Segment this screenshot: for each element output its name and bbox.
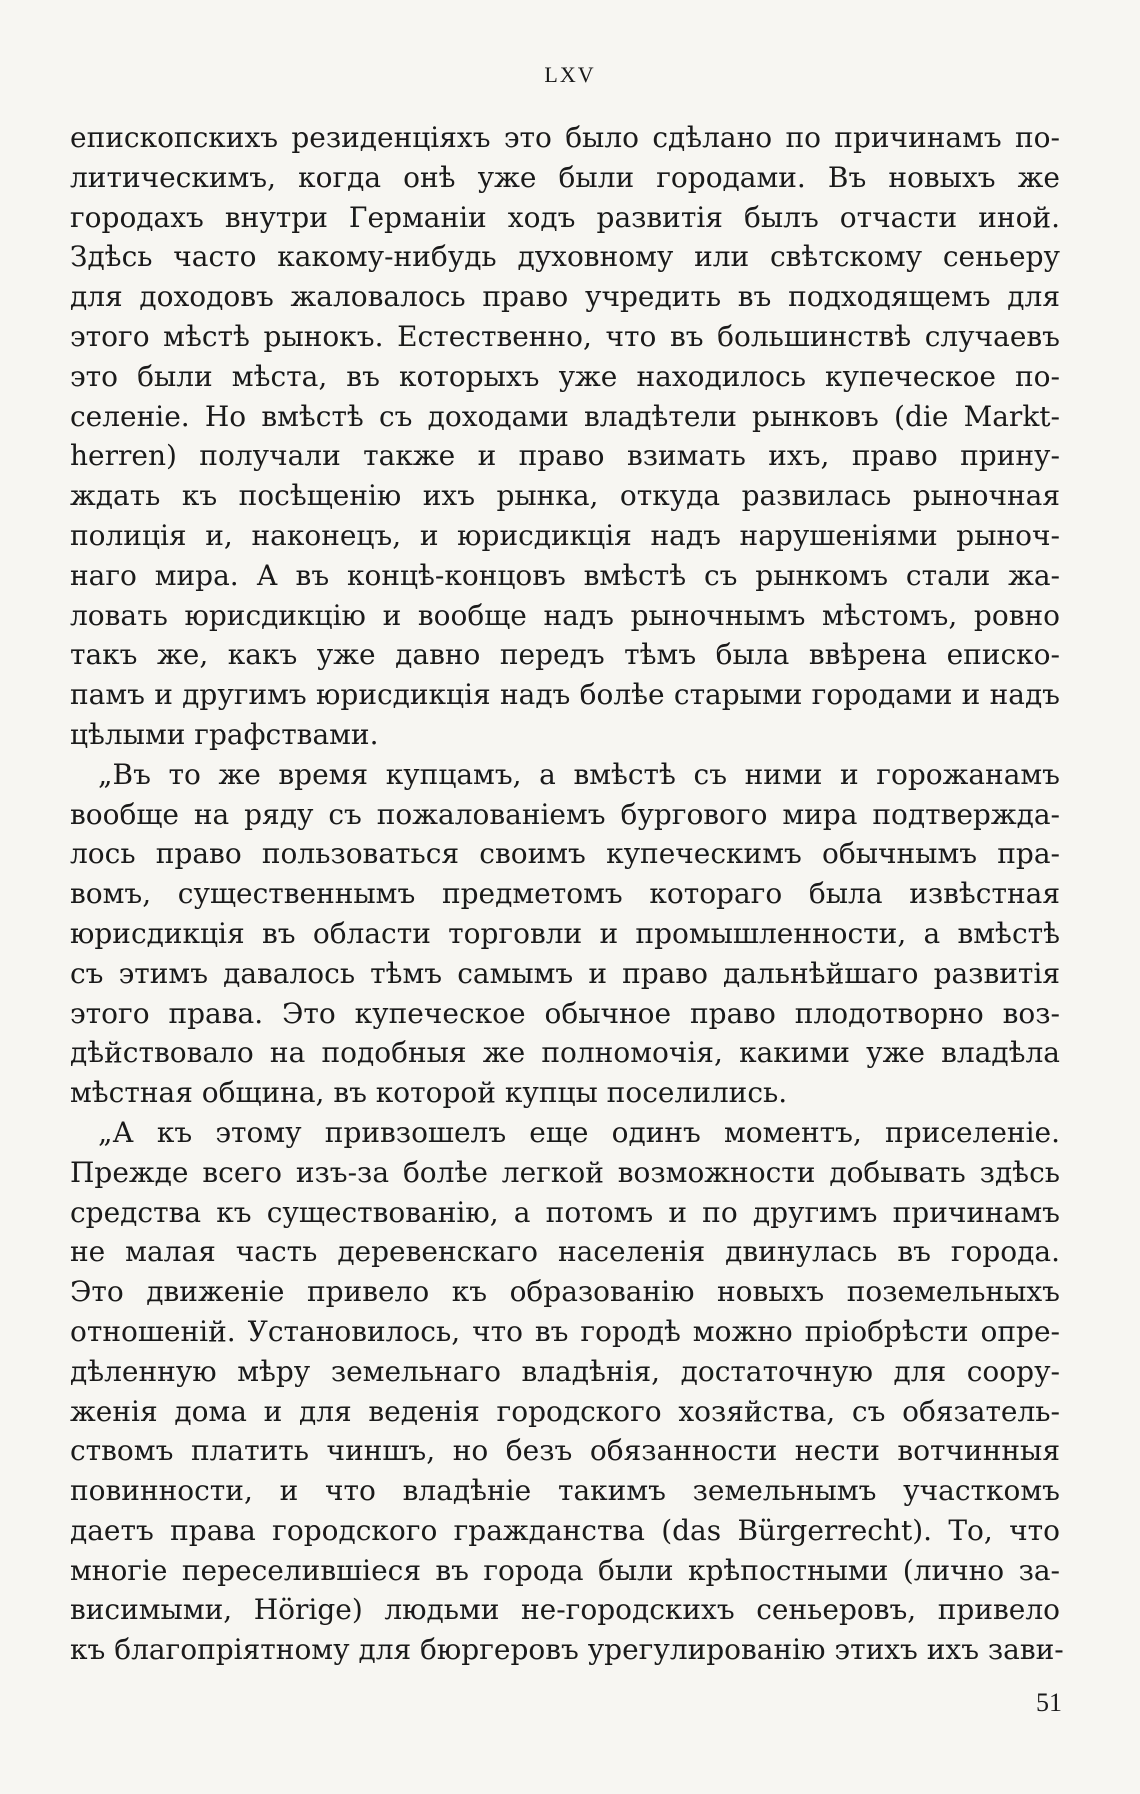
text-line: селеніе. Но вмѣстѣ съ доходами владѣтели рынковъ (die Markt- <box>70 399 1060 433</box>
text-line: къ благопріятному для бюргеровъ урегулированію этихъ ихъ зави- <box>70 1633 1064 1667</box>
text-line: полиція и, наконецъ, и юрисдикція надъ нарушеніями рыноч- <box>70 518 1060 552</box>
text-line: Прежде всего изъ-за болѣе легкой возможности добывать здѣсь <box>70 1155 1060 1189</box>
text-line: ловать юрисдикцію и вообще надъ рыночнымъ мѣстомъ, ровно <box>70 598 1060 632</box>
body-text <box>70 118 1064 1670</box>
text-line: ждать къ посѣщенію ихъ рынка, откуда развилась рыночная <box>70 479 1060 513</box>
page-number: LXV <box>544 62 596 87</box>
text-line: съ этимъ давалось тѣмъ самымъ и право дальнѣйшаго развитія <box>70 956 1060 990</box>
text-line: даетъ права городского гражданства (das Bürgerrecht). То, что <box>70 1513 1060 1547</box>
text-line: лось право пользоваться своимъ купеческимъ обычнымъ пра- <box>70 837 1060 871</box>
text-line: дѣленную мѣру земельнаго владѣнія, достаточную для соору- <box>70 1354 1060 1388</box>
text-line: вомъ, существеннымъ предметомъ котораго была извѣстная <box>70 877 1060 911</box>
text-line: цѣлыми графствами. <box>70 717 379 751</box>
text-line: этого права. Это купеческое обычное право плодотворно воз- <box>70 996 1060 1030</box>
text-line: не малая часть деревенскаго населенія двинулась въ города. <box>70 1235 1060 1269</box>
text-line: средства къ существованію, а потомъ и по другимъ причинамъ <box>70 1195 1060 1229</box>
text-line: наго мира. А въ концѣ-концовъ вмѣстѣ съ рынкомъ стали жа- <box>70 558 1060 592</box>
text-line: юрисдикція въ области торговли и промышленности, а вмѣстѣ <box>70 916 1060 950</box>
text-line: епископскихъ резиденціяхъ это было сдѣлано по причинамъ по- <box>70 121 1060 154</box>
text-line: этого мѣстѣ рынокъ. Естественно, что въ большинствѣ случаевъ <box>70 319 1060 353</box>
paragraph-start-line: „Въ то же время купцамъ, а вмѣстѣ съ ними и горожанамъ <box>98 757 1060 791</box>
text-line: дѣйствовало на подобныя же полномочія, какими уже владѣла <box>70 1036 1060 1070</box>
text-line: отношеній. Установилось, что въ городѣ можно пріобрѣсти опре- <box>70 1314 1060 1348</box>
printer-signature-mark: 51 <box>1036 1688 1062 1717</box>
text-line: литическимъ, когда онѣ уже были городами. Въ новыхъ же <box>70 160 1060 194</box>
text-line: такъ же, какъ уже давно передъ тѣмъ была ввѣрена еписко- <box>70 638 1060 672</box>
text-line: herren) получали также и право взимать ихъ, право прину- <box>70 439 1060 473</box>
text-line: памъ и другимъ юрисдикція надъ болѣе старыми городами и надъ <box>70 678 1060 712</box>
text-line: мѣстная община, въ которой купцы поселились. <box>70 1076 788 1110</box>
text-line: вообще на ряду съ пожалованіемъ бургового мира подтвержда- <box>70 797 1060 831</box>
text-line: Здѣсь часто какому-нибудь духовному или свѣтскому сеньеру <box>70 240 1060 274</box>
text-line: женія дома и для веденія городского хозяйства, съ обязатель- <box>70 1394 1060 1428</box>
text-line: городахъ внутри Германіи ходъ развитія былъ отчасти иной. <box>70 200 1060 234</box>
text-line: повинности, и что владѣніе такимъ земельнымъ участкомъ <box>70 1474 1060 1508</box>
text-line: висимыми, Hörige) людьми не-городскихъ сеньеровъ, привело <box>70 1593 1060 1627</box>
text-line: для доходовъ жаловалось право учредить въ подходящемъ для <box>70 280 1060 314</box>
text-line: многіе переселившіеся въ города были крѣпостными (лично за- <box>70 1553 1060 1587</box>
text-line: ствомъ платить чиншъ, но безъ обязанности нести вотчинныя <box>70 1434 1060 1468</box>
paragraph-start-line: „А къ этому привзошелъ еще одинъ моментъ, приселеніе. <box>98 1115 1060 1149</box>
text-line: это были мѣста, въ которыхъ уже находилось купеческое по- <box>70 359 1060 393</box>
text-line: Это движеніе привело къ образованію новыхъ поземельныхъ <box>70 1275 1060 1309</box>
